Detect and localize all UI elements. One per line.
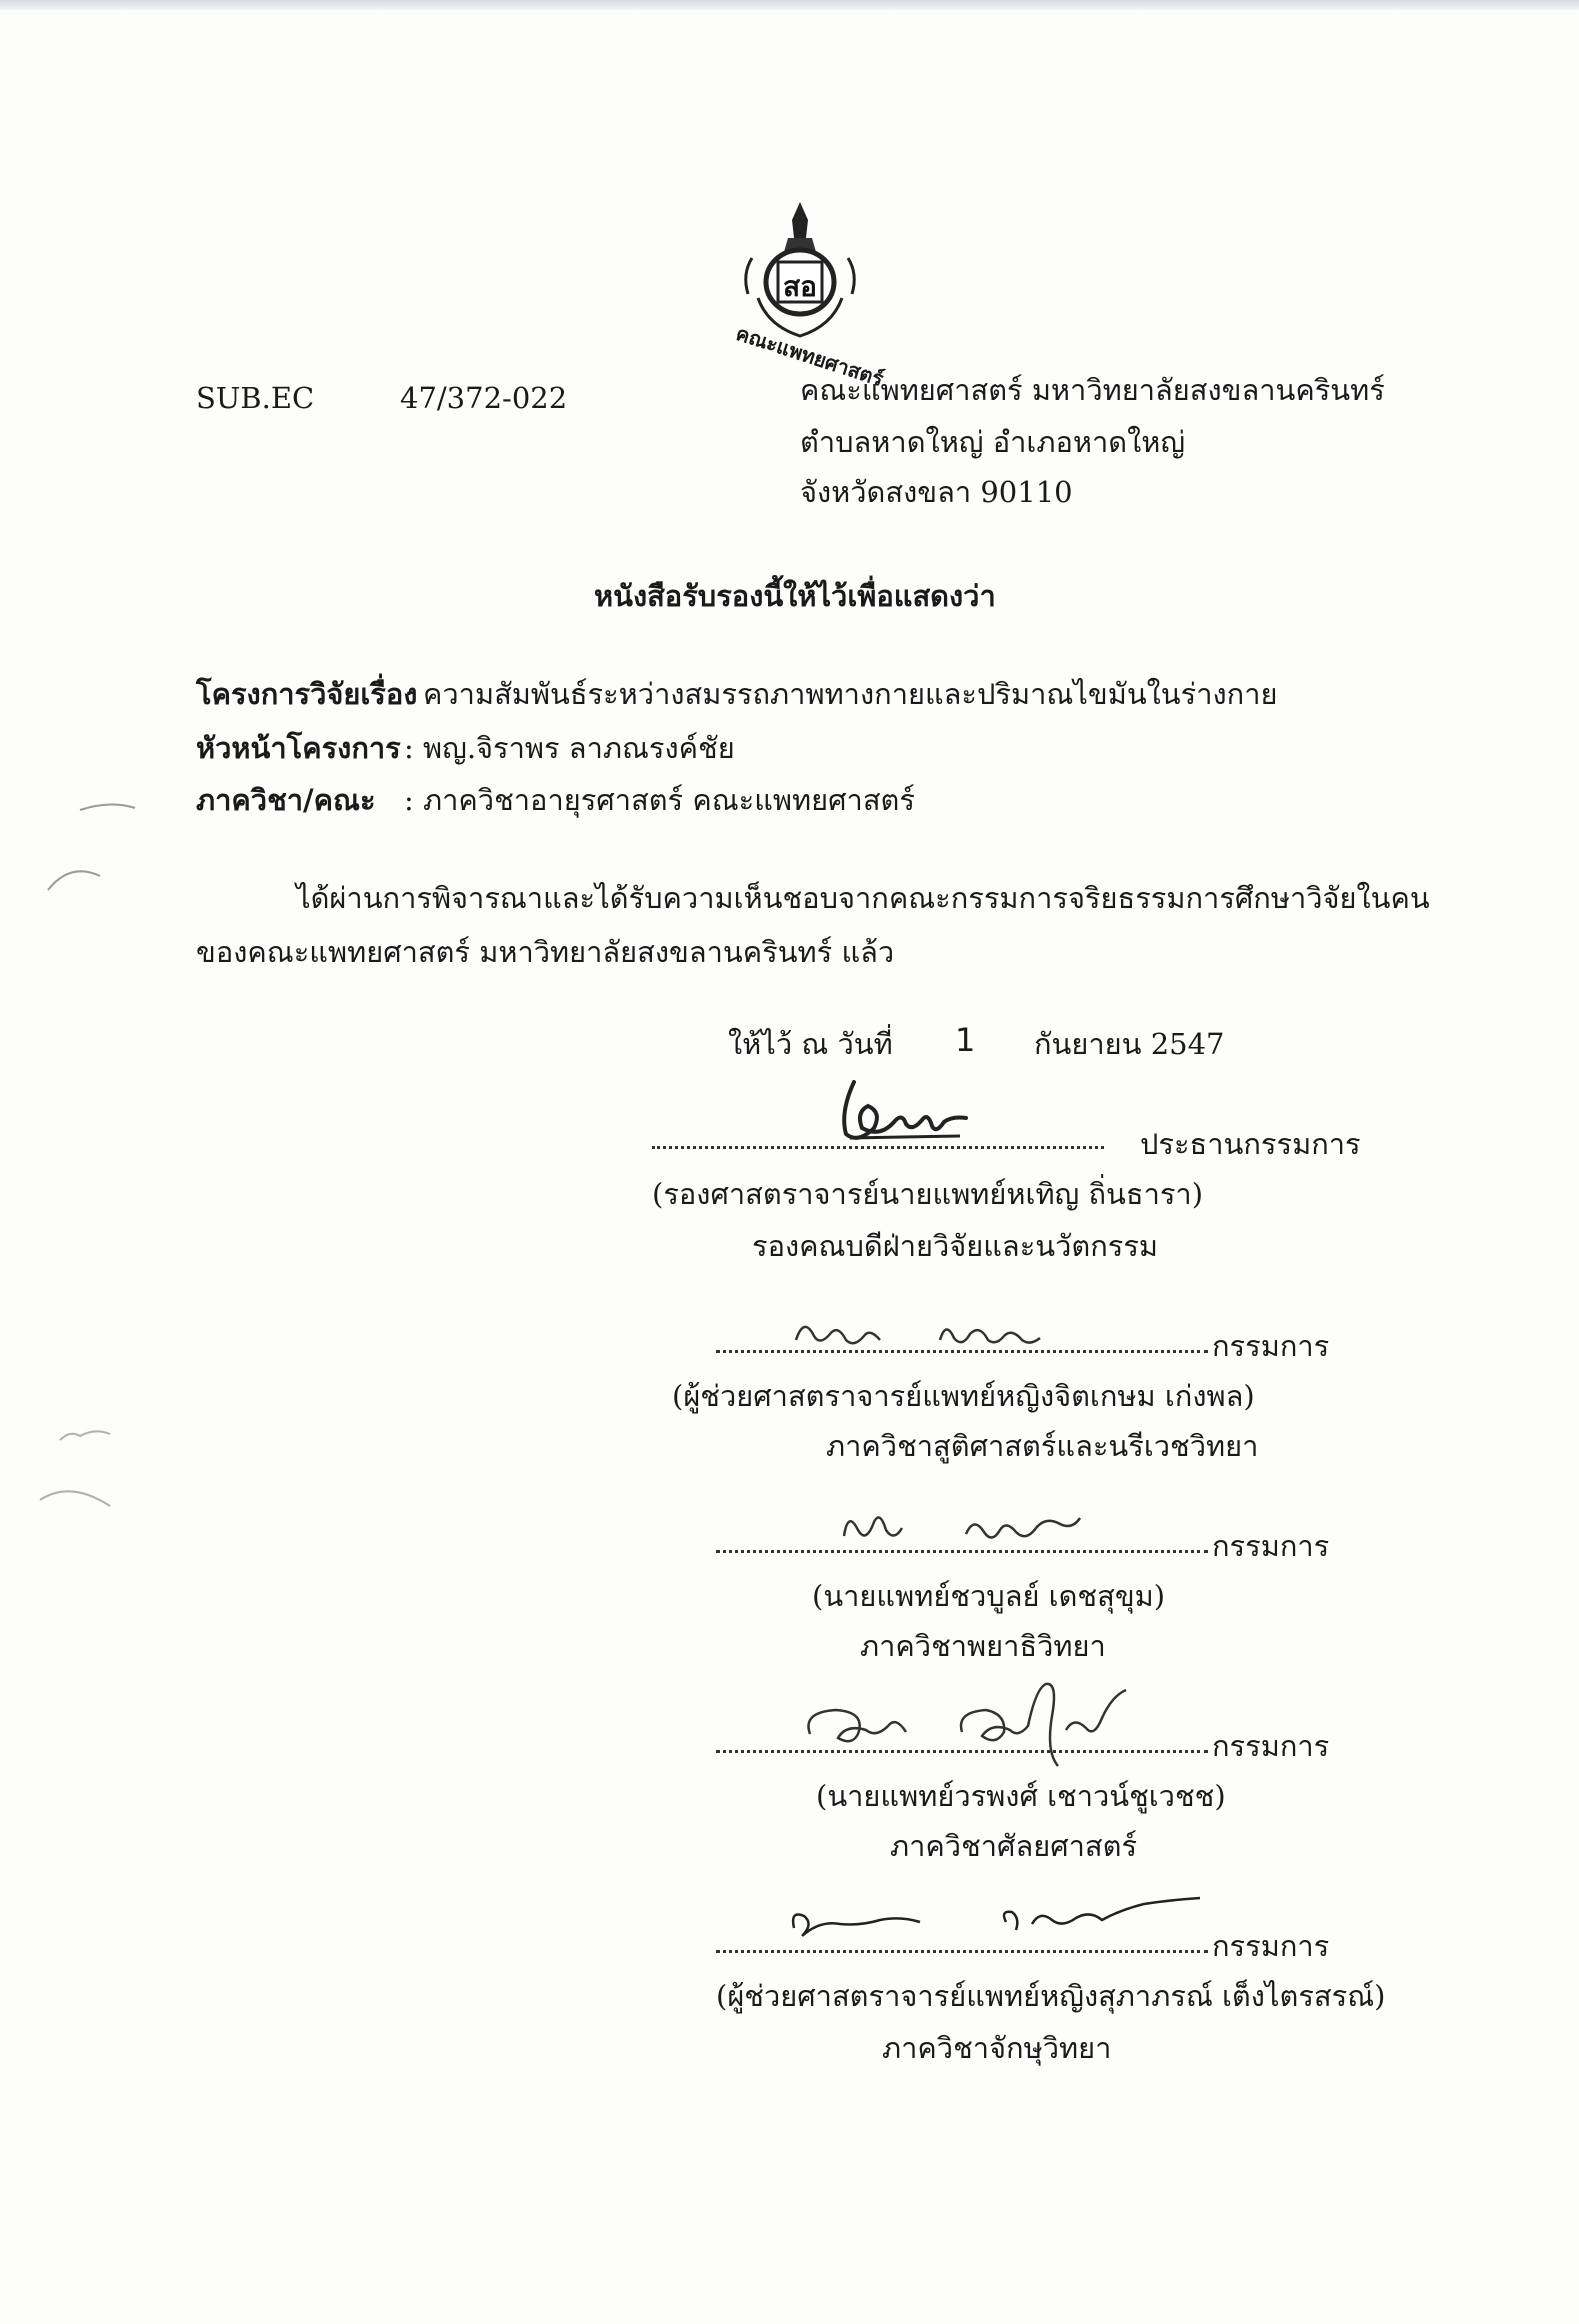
signatory-position: รองคณบดีฝ่ายวิจัยและนวัตกรรม bbox=[752, 1229, 1159, 1263]
document-title: หนังสือรับรองนี้ให้ไว้เพื่อแสดงว่า bbox=[594, 579, 996, 613]
scan-artifact bbox=[40, 780, 150, 900]
signatory-position: ภาควิชาจักษุวิทยา bbox=[882, 2031, 1112, 2065]
signatory-role: กรรมการ bbox=[1212, 1529, 1330, 1563]
signature-line bbox=[716, 1350, 1208, 1353]
signatory-name: (นายแพทย์ชวบูลย์ เดชสุขุม) bbox=[812, 1579, 1166, 1613]
signatory-position: ภาควิชาพยาธิวิทยา bbox=[860, 1629, 1106, 1663]
scan-artifact bbox=[30, 1420, 140, 1540]
date-month-year: กันยายน 2547 bbox=[1034, 1027, 1225, 1061]
seal-caption: คณะแพทยศาสตร์ bbox=[733, 320, 887, 392]
svg-text:สอ: สอ bbox=[783, 270, 817, 303]
project-topic-value: : ความสัมพันธ์ระหว่างสมรรถภาพทางกายและปริมาณไขมันในร่างกาย bbox=[404, 677, 1278, 711]
reference-label: SUB.EC bbox=[196, 381, 315, 415]
project-head-value: : พญ.จิราพร ลาภณรงค์ชัย bbox=[404, 731, 735, 765]
address-line: ตำบลหาดใหญ่ อำเภอหาดใหญ่ bbox=[800, 425, 1186, 459]
signatory-name: (นายแพทย์วรพงศ์ เชาวน์ชูเวชช) bbox=[816, 1779, 1226, 1813]
signature-chair bbox=[832, 1072, 972, 1150]
project-dept-value: : ภาควิชาอายุรศาสตร์ คณะแพทยศาสตร์ bbox=[404, 783, 915, 817]
reference-number: 47/372-022 bbox=[400, 381, 568, 415]
signatory-name: (ผู้ช่วยศาสตราจารย์แพทย์หญิงสุภาภรณ์ เต็งไตรสรณ์) bbox=[716, 1979, 1386, 2013]
signature-line bbox=[716, 1550, 1208, 1553]
project-dept-label: ภาควิชา/คณะ bbox=[196, 783, 376, 817]
signatory-role: กรรมการ bbox=[1212, 1329, 1330, 1363]
signatory-role: ประธานกรรมการ bbox=[1140, 1127, 1361, 1161]
signature-line bbox=[716, 1950, 1208, 1953]
project-topic-label: โครงการวิจัยเรื่อง bbox=[196, 677, 418, 711]
signatory-name: (รองศาสตราจารย์นายแพทย์หเทิญ ถิ่นธารา) bbox=[652, 1177, 1204, 1211]
address-line: จังหวัดสงขลา 90110 bbox=[800, 475, 1073, 509]
address-line: คณะแพทยศาสตร์ มหาวิทยาลัยสงขลานครินทร์ bbox=[800, 373, 1385, 407]
date-day: 1 bbox=[955, 1021, 976, 1059]
signatory-position: ภาควิชาศัลยศาสตร์ bbox=[890, 1829, 1138, 1863]
signature-member bbox=[780, 1890, 1204, 1950]
project-head-label: หัวหน้าโครงการ bbox=[196, 731, 401, 765]
signatory-name: (ผู้ช่วยศาสตราจารย์แพทย์หญิงจิตเกษม เก่งพล) bbox=[672, 1379, 1255, 1413]
signature-line bbox=[652, 1146, 1104, 1149]
signatory-position: ภาควิชาสูติศาสตร์และนรีเวชวิทยา bbox=[826, 1429, 1259, 1463]
signature-member bbox=[796, 1676, 1140, 1768]
signature-line bbox=[716, 1750, 1208, 1753]
body-paragraph-line: ของคณะแพทยศาสตร์ มหาวิทยาลัยสงขลานครินทร์ แล้ว bbox=[196, 935, 895, 969]
scan-edge bbox=[0, 0, 1579, 10]
signatory-role: กรรมการ bbox=[1212, 1929, 1330, 1963]
body-paragraph-line: ได้ผ่านการพิจารณาและได้รับความเห็นชอบจากคณะกรรมการจริยธรรมการศึกษาวิจัยในคน bbox=[296, 881, 1430, 915]
signatory-role: กรรมการ bbox=[1212, 1729, 1330, 1763]
date-prefix: ให้ไว้ ณ วันที่ bbox=[728, 1027, 893, 1061]
